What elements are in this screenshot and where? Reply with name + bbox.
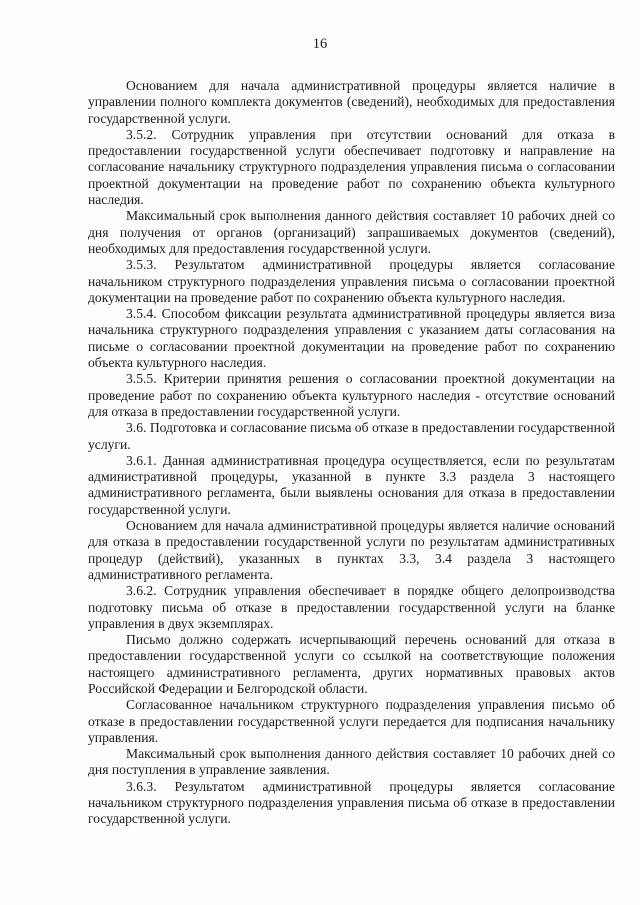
paragraph-3-6-1: 3.6.1. Данная административная процедура осуществляется, если по результатам административной процедуры, указанной в пункте 3.3 раздела 3 настоящего административного регламента, были выявлены основания для отказа в предоставлении государственной услуги. (88, 452, 615, 517)
paragraph-max-term-2: Максимальный срок выполнения данного действия составляет 10 рабочих дней со дня поступления в управление заявления. (88, 746, 615, 778)
paragraph-basis-start: Основанием для начала административной процедуры является наличие в управлении полного комплекта документов (сведений), необходимых для предоставления государственной услуги. (88, 78, 615, 126)
paragraph-3-5-3: 3.5.3. Результатом административной процедуры является согласование начальником структурного подразделения управления письма о согласовании проектной документации на проведение работ по сохранению объекта культурного наследия. (88, 257, 615, 305)
paragraph-refusal-basis: Основанием для начала административной процедуры является наличие оснований для отказа в предоставлении государственной услуги по результатам административных процедур (действий), указанных в пунктах 3.3, 3.4 раздела 3 настоящего административного регламента. (88, 518, 615, 582)
paragraph-3-6-3: 3.6.3. Результатом административной процедуры является согласование начальником структурного подразделения управления письма об отказе в предоставлении государственной услуги. (88, 778, 615, 827)
paragraph-letter-signing: Согласованное начальником структурного подразделения управления письмо об отказе в предоставлении государственной услуги передается для подписания начальнику управления. (88, 697, 615, 745)
paragraph-3-6: 3.6. Подготовка и согласование письма об отказе в предоставлении государственной услуги. (88, 420, 615, 452)
page-number: 16 (312, 36, 328, 52)
paragraph-3-5-2: 3.5.2. Сотрудник управления при отсутствии оснований для отказа в предоставлении государственной услуги обеспечивает подготовку и направление на согласование начальнику структурного подразделения управления письма о согласовании проектной документации на проведение работ по сохранению объекта культурного наследия. (88, 126, 615, 208)
paragraph-3-5-4: 3.5.4. Способом фиксации результата административной процедуры является виза начальника структурного подразделения управления с указанием даты согласования на письме о согласовании проектной документации на проведение работ по сохранению объекта культурного наследия. (88, 306, 615, 371)
paragraph-3-5-5: 3.5.5. Критерии принятия решения о согласовании проектной документации на проведение работ по сохранению объекта культурного наследия - отсутствие оснований для отказа в предоставлении государственной услуги. (88, 371, 615, 419)
paragraph-letter-contents: Письмо должно содержать исчерпывающий перечень оснований для отказа в предоставлении государственной услуги со ссылкой на соответствующие положения настоящего административного регламента, других нормативных правовых актов Российской Федерации и Белгородской области. (88, 632, 615, 696)
paragraph-3-6-2: 3.6.2. Сотрудник управления обеспечивает в порядке общего делопроизводства подготовку письма об отказе в предоставлении государственной услуги на бланке управления в двух экземплярах. (88, 583, 615, 631)
document-body (88, 78, 615, 828)
paragraph-max-term: Максимальный срок выполнения данного действия составляет 10 рабочих дней со дня получения от органов (организаций) запрашиваемых документов (сведений), необходимых для предоставления государственной услуги. (88, 208, 615, 256)
